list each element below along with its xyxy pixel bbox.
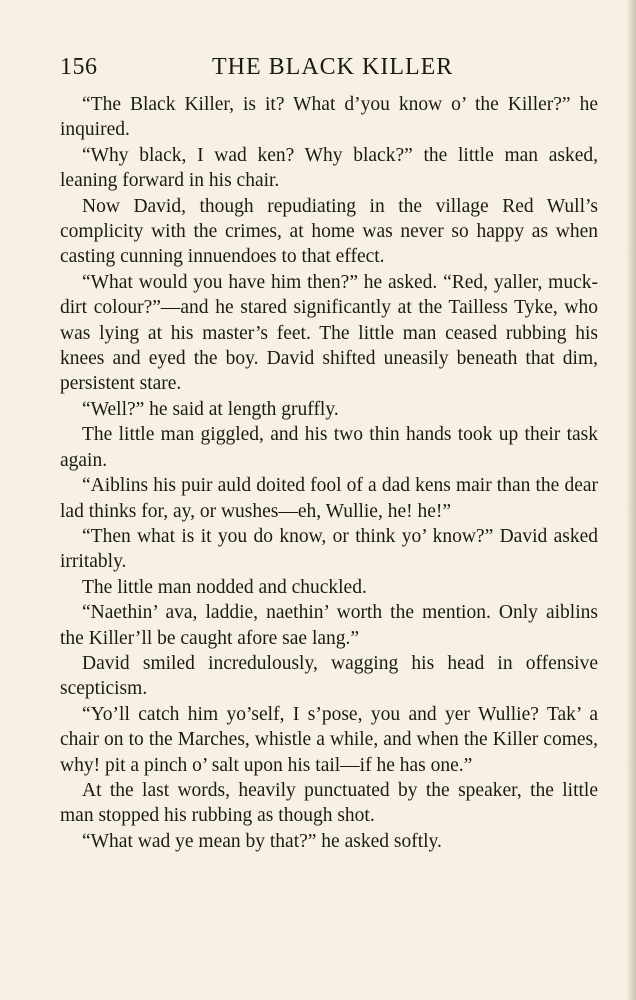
- paragraph: “Aiblins his puir auld doited fool of a dad kens mair than the dear lad thinks for, ay, or wushes—eh, Wullie, he! he!”: [60, 475, 598, 522]
- paragraph: “Naethin’ ava, laddie, naethin’ worth the mention. Only aiblins the Killer’ll be caught afore sae lang.”: [60, 602, 598, 649]
- paragraph: The little man nodded and chuckled.: [82, 576, 367, 598]
- paragraph: The little man giggled, and his two thin hands took up their task again.: [60, 424, 598, 471]
- paragraph: “Well?” he said at length gruffly.: [82, 398, 339, 420]
- paragraph: “What wad ye mean by that?” he asked softly.: [82, 830, 442, 852]
- paragraph: Now David, though repudiating in the village Red Wull’s complicity with the crimes, at home was never so happy as when casting cunning innuendoes to that effect.: [60, 195, 598, 268]
- paragraph: “Yo’ll catch him yo’self, I s’pose, you and yer Wullie? Tak’ a chair on to the Marches, whistle a while, and when the Killer comes, why! pit a pinch o’ salt upon his tail—if he has one.”: [60, 703, 598, 776]
- paragraph: “What would you have him then?” he asked. “Red, yaller, muck-dirt colour?”—and he stared significantly at the Tailless Tyke, who was lying at his master’s feet. The little man ceased rubbing his knees and eyed the boy. David shifted uneasily beneath that dim, persistent stare.: [60, 271, 598, 395]
- paragraph: At the last words, heavily punctuated by the speaker, the little man stopped his rubbing as though shot.: [60, 779, 598, 827]
- paragraph: “Why black, I wad ken? Why black?” the little man asked, leaning forward in his chair.: [60, 144, 598, 192]
- page-number: 156: [60, 54, 98, 80]
- running-title: THE BLACK KILLER: [212, 54, 454, 80]
- paragraph: “Then what is it you do know, or think yo’ know?” David asked irritably.: [60, 525, 598, 573]
- paragraph: David smiled incredulously, wagging his head in offensive scepticism.: [60, 652, 598, 700]
- page-edge-shadow: [626, 0, 636, 1000]
- paragraph: “The Black Killer, is it? What d’you know o’ the Killer?” he inquired.: [60, 94, 598, 141]
- body-text: [60, 92, 598, 854]
- page-header: [60, 54, 598, 84]
